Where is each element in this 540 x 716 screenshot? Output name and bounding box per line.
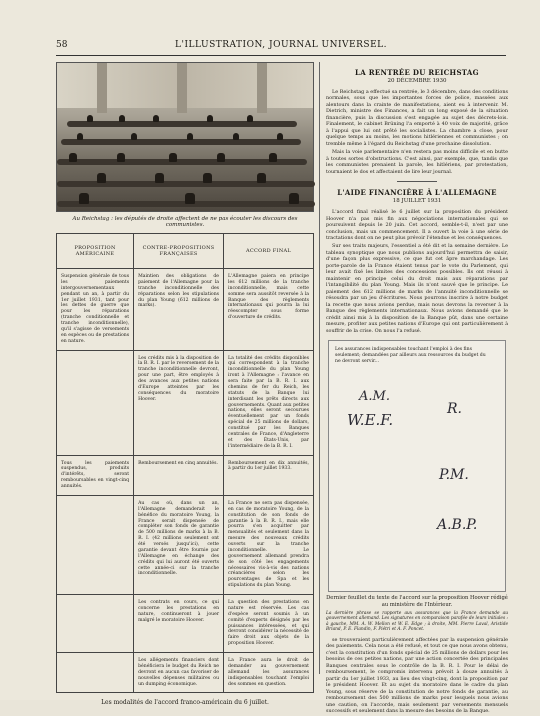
column-header: PROPOSITION AMÉRICAINE	[57, 234, 134, 269]
accord-table	[56, 233, 314, 693]
typed-line: ne devront servir...	[335, 359, 380, 365]
handwritten-initials: R.	[447, 401, 462, 417]
document-typed-text	[335, 347, 499, 366]
article-paragraph: Mais la voie parlementaire n'en restera pas moins difficile et en butte à toutes sortes d'obstructions. C'est ainsi, par exemple, que, tandis que les communistes prenaient la parole, les hitlériens, par protestation, tournaient le dos et affectaient de lire leur journal.	[326, 149, 508, 175]
table-row	[57, 495, 314, 594]
table-cell-fr: Les allégements financiers dont bénéficiera le budget du Reich ne devront en aucun cas favoriser de nouvelles dépenses militaires ou un dumping économique.	[134, 653, 224, 693]
table-cell-us: Suspension générale de tous les paiements intergouvernementaux pendant un an, à partir du 1er juillet 1931, tant pour les dettes de guerre que pour les réparations (tranche conditionnelle et tranche inconditionnelle), qu'il s'agisse de versements en espèces ou de prestations en nature.	[57, 269, 134, 351]
deputy-figure	[207, 115, 213, 122]
handwritten-initials: A.M.	[359, 389, 390, 404]
article-paragraph: se trouveraient particulièrement affectées par la suspension générale des paiements. Cela nous a été refusé, et tout ce que nous avons obtenu, c'est la constitution d'un fonds spécial de 25 millions de dollars pour les besoins de ces petites nations, par une action concertée des principales Banques centrales sous le contrôle de la B. R. I. Pour le délai de remboursement, le compromis intervenu prévoit à douze annuités à partir du 1er juillet 1933, au lieu des vingt-cinq, dont la proposition par le président Hoover. Et au sujet du moratoire dans le cadre du plan Young, sous réserve de la constitution de notre fonds de garantie, au remboursement des 500 millions de marks pour lesquels nous avions une caution, on l'accorde, mais seulement par versements mensuels successifs et seulement dans la mesure des besoins de la Banque.	[326, 636, 508, 714]
deputy-figure	[69, 153, 77, 162]
table-cell-fr: Maintien des obligations de paiement de l'Allemagne pour la tranche inconditionnelle des réparations selon les stipulations du plan Young (612 millions de marks).	[134, 269, 224, 351]
deputy-figure	[277, 133, 283, 140]
deputy-figure	[289, 193, 299, 204]
table-row	[57, 595, 314, 653]
deputy-figure	[79, 193, 89, 204]
deputy-figure	[185, 193, 195, 204]
table-cell-us	[57, 350, 134, 455]
handwritten-initials: W.E.F.	[347, 411, 394, 429]
table-cell-fr: Au cas où, dans un an, l'Allemagne demanderait le bénéfice du moratoire Young, la France serait dispensée de compléter son fonds de garantie de 500 millions de marks à la B. R. I. (42 millions seulement ont été versés jusqu'ici), cette garantie devant être fournie par l'Allemagne en échange des crédits qui lui auront été ouverts cette année-ci sur la tranche inconditionnelle.	[134, 495, 224, 594]
table-cell-final: Remboursement en dix annuités, à partir du 1er juillet 1933.	[224, 455, 314, 495]
page-header	[56, 40, 506, 54]
column-header: ACCORD FINAL	[224, 234, 314, 269]
column-header: CONTRE-PROPOSITIONS FRANÇAISES	[134, 234, 224, 269]
table-header-row	[57, 234, 314, 269]
deputy-figure	[97, 173, 106, 183]
reichstag-photo	[56, 62, 314, 212]
article-paragraph: Sur ses traits majeurs, l'essentiel a été dit et la semaine dernière. Le tableau synoptique que nous publions aujourd'hui permettra de saisir, d'une façon plus expressive, ce que fut cet âpre marchandage. Les porte-parole de la France étaient tenus par le vote du Parlement, qui leur avait fixé les limites des concessions possibles. Ils ont réussi à maintenir en principe celui du droit mais aux réparations par l'intangibilité du plan Young. Mais ils n'ont sauvé que le principe. Le paiement des 612 millions de marks de l'annuité inconditionnelle se résoudra par un jeu d'écritures. Nous pourrons inscrire à notre budget la recette que nous avions perdue, mais nous devrons la reverser à la Banque des règlements internationaux. Nous avions demandé que le crédit ainsi mis à la disposition de la Banque pût, dans une certaine mesure, profiter aux petites nations d'Europe qui ont particulièrement à souffrir de la crise. On nous l'a refusé.	[326, 243, 508, 334]
deputy-figure	[269, 153, 277, 162]
bench-row	[67, 121, 297, 127]
article-paragraph: Le Reichstag a effectué sa rentrée, le 3 décembre, dans des conditions normales, sous que les importantes forces de police, massées aux alentours dans la crainte de manifestations, aient eu à intervenir. M. Dietrich, ministre des Finances, a fait un long exposé de la situation financière, puis la discussion s'est engagée au sujet des décrets-lois. Finalement, le cabinet Brüning l'a emporté à 40 voix de majorité, grâce à l'appui que lui ont prêté les socialistes. La chambre a close, pour quelque temps au moins, les motions hitlériennes et communistes ; on tremble même à l'égard du Reichstag d'une prochaine dissolution.	[326, 89, 508, 147]
table-cell-us	[57, 495, 134, 594]
deputy-figure	[153, 115, 159, 122]
journal-title: L'ILLUSTRATION, JOURNAL UNIVERSEL.	[175, 40, 387, 50]
bench-row	[61, 139, 301, 145]
deputy-figure	[119, 115, 125, 122]
page-number: 58	[56, 40, 68, 50]
photo-caption: Au Reichstag : les députés de droite affectent de ne pas écouter les discours des communistes.	[72, 216, 298, 228]
deputy-figure	[117, 153, 125, 162]
deputy-figure	[217, 153, 225, 162]
deputy-figure	[131, 133, 137, 140]
section-title: LA RENTRÉE DU REICHSTAG	[355, 68, 479, 77]
section-date: 20 DÉCEMBRE 1930	[387, 78, 447, 84]
deputy-figure	[233, 133, 239, 140]
article-paragraph: L'accord final réalisé le 6 juillet sur la proposition du président Hoover n'a pas mis fin aux négociations internationales qui se poursuivent depuis le 20 juin. Cet accord, semble-t-il, n'est par une conclusion, mais un commencement. Il a ouvert la voie à une série de tractations dont on ne peut plus prévoir l'étendue et les conséquences.	[326, 209, 508, 241]
table-cell-us	[57, 595, 134, 653]
deputy-figure	[87, 115, 93, 122]
header-rule	[56, 55, 506, 56]
typed-line: Les assurances indispensables touchant l'emploi à des fins	[335, 347, 472, 352]
table-row	[57, 455, 314, 495]
chamber-pillar	[257, 63, 267, 113]
table-caption: Les modalités de l'accord franco-américain du 6 juillet.	[101, 699, 269, 707]
table-cell-fr: Les contrats en cours, ce qui concerne les prestations en nature, continueront à jouer malgré le moratoire Hoover.	[134, 595, 224, 653]
section-date: 18 JUILLET 1931	[392, 198, 442, 205]
table-cell-final: L'Allemagne paiera en principe les 612 millions de la tranche inconditionnelle, mais cette somme sera aussitôt reversée à la Banque des règlements internationaux qui pourra la lui réescompter sous forme d'ouverture de crédits.	[224, 269, 314, 351]
deputy-figure	[247, 115, 253, 122]
table-cell-final: La question des prestations en nature est réservée. Les cas d'espèce seront soumis à un comité d'experts désignés par les puissances intéressées, et qui devront considérer la nécessité de faire droit aux objets de la proposition Hoover.	[224, 595, 314, 653]
table-cell-us: Tous les paiements suspendus, produits d'intérêts, seront remboursables en vingt-cinq annuités.	[57, 455, 134, 495]
handwritten-initials: P.M.	[439, 467, 469, 483]
deputy-figure	[155, 173, 164, 183]
section-title: L'AIDE FINANCIÈRE À L'ALLEMAGNE	[337, 188, 497, 198]
deputy-figure	[187, 133, 193, 140]
document-note: La dernière phrase se rapporte aux assurances que la France demande au gouvernement allemand. Les signatures en comparaison parafée de leurs initiales : à gauche, MM. A. W. Mellon et W. E. Edge ; à droite, MM. Pierre Laval, Aristide Briand, P. E. Flandin, F. Piétri et A. F. Poncet.	[326, 610, 508, 633]
table-cell-fr: Les crédits mis à la disposition de la B. R. I. par le reversement de la tranche inconditionnelle devront, pour une part, être employés à des avances aux petites nations d'Europe atteintes par les conséquences du moratoire Hoover.	[134, 350, 224, 455]
chamber-pillar	[97, 63, 107, 113]
table-cell-us	[57, 653, 134, 693]
left-column	[56, 62, 314, 706]
table-row	[57, 269, 314, 351]
document-caption: Dernier feuillet du texte de l'accord sur la proposition Hoover rédigé au ministère de l'Intérieur.	[326, 595, 508, 608]
bench-row	[57, 181, 315, 187]
table-row	[57, 653, 314, 693]
deputy-figure	[77, 133, 83, 140]
deputy-figure	[203, 173, 212, 183]
table-cell-final: La totalité des crédits disponibles qui correspondent à la tranche inconditionnelle du plan Young iront à l'Allemagne : l'avance en sera faite par la B. R. I. aux chemins de fer du Reich, les statuts de la Banque lui interdisant les prêts directs aux gouvernements. Quant aux petites nations, elles seront secourues éventuellement par un fonds spécial de 25 millions de dollars, constitué par les Banques centrales de France, d'Angleterre et des États-Unis, par l'intermédiaire de la B. R. I.	[224, 350, 314, 455]
typed-line: seulement; demandées par ailleurs aux ressources du budget du	[335, 353, 486, 359]
handwritten-initials: A.B.P.	[437, 517, 478, 533]
column-divider	[319, 62, 320, 674]
signed-document-facsimile	[328, 340, 506, 592]
table-cell-final: La France ne sera pas dispensée, en cas de moratoire Young, de la constitution de son fonds de garantie à la B. R. I., mais elle pourra s'en acquitter par mensualités et seulement dans la mesure des nouveaux crédits ouverts sur la tranche inconditionnelle. Le gouvernement allemand prendra de son côté les engagements nécessaires vis-à-vis des nations créancières selon les pourcentages de Spa et les stipulations du plan Young.	[224, 495, 314, 594]
table-cell-fr: Remboursement en cinq annuités.	[134, 455, 224, 495]
deputy-figure	[169, 153, 177, 162]
chamber-pillar	[177, 63, 187, 113]
table-row	[57, 350, 314, 455]
table-cell-final: La France aura le droit de demander au gouvernement allemand les assurances indispensables touchant l'emploi des sommes en question.	[224, 653, 314, 693]
section-separator	[397, 181, 437, 182]
right-column	[326, 62, 508, 716]
deputy-figure	[257, 173, 266, 183]
